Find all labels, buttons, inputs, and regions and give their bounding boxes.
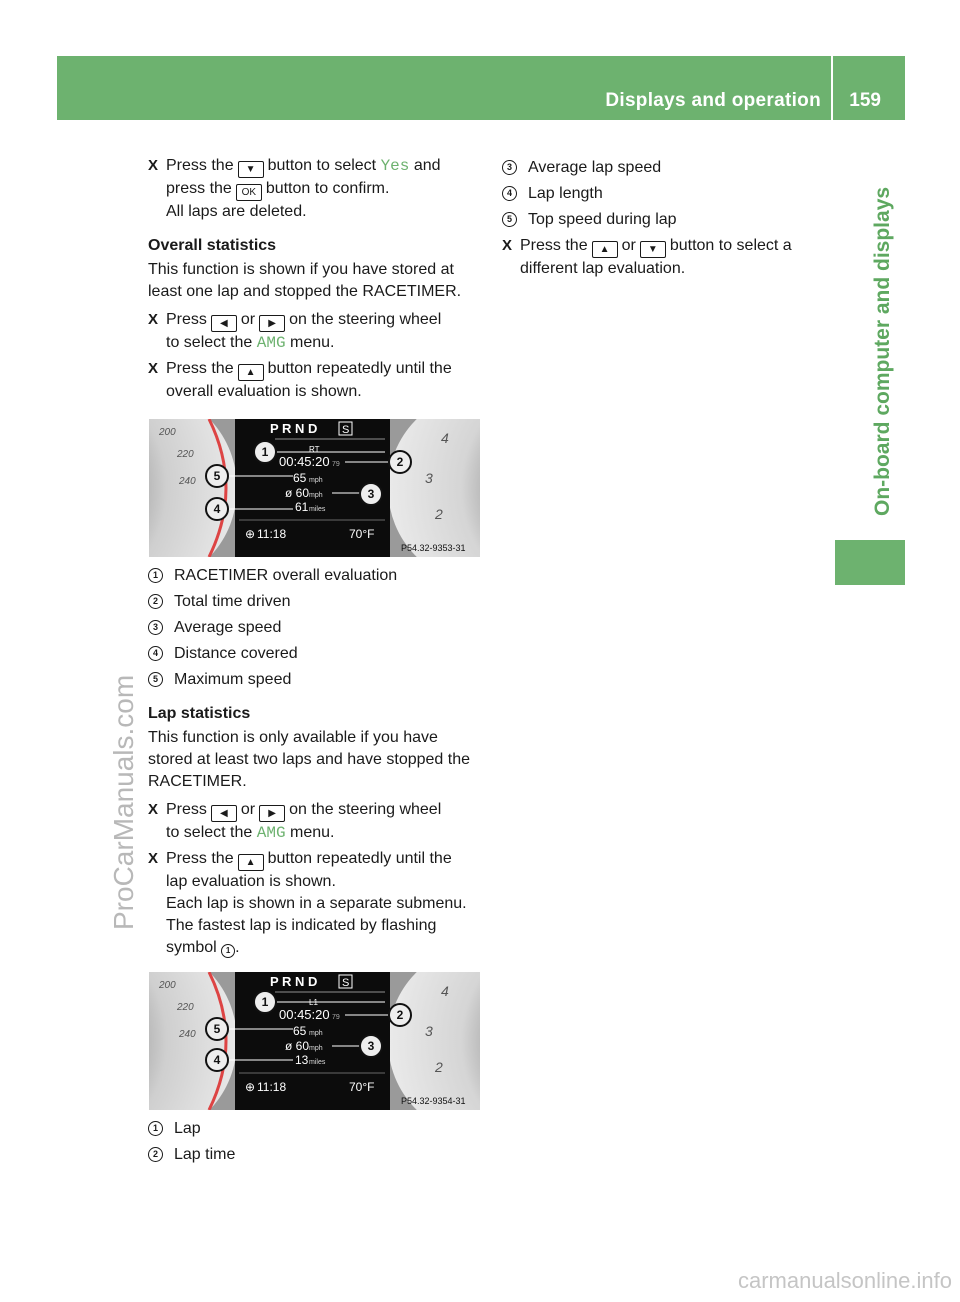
svg-text:4: 4 <box>441 983 449 999</box>
side-tab <box>835 120 905 540</box>
svg-text:4: 4 <box>441 430 449 446</box>
legend-item: 4 Lap length <box>502 183 832 205</box>
legend-item: 3 Average speed <box>148 617 483 639</box>
cluster-lap-image <box>149 972 480 1110</box>
svg-text:⊕: ⊕ <box>245 1080 256 1094</box>
svg-text:240: 240 <box>179 476 196 487</box>
svg-text:mph: mph <box>309 1045 323 1052</box>
page-number: 159 <box>849 90 881 111</box>
svg-text:4: 4 <box>213 502 221 516</box>
svg-text:2: 2 <box>396 1008 404 1022</box>
step-select-lap-evaluation: X Press the ▲ or ▼ button to select a different lap evaluation. <box>502 235 832 280</box>
svg-text:3: 3 <box>425 470 433 486</box>
menu-amg: AMG <box>256 334 286 352</box>
right-column <box>502 157 832 284</box>
legend-item: 3 Average lap speed <box>502 157 832 179</box>
svg-text:5: 5 <box>213 469 221 483</box>
display-label: L1 <box>309 998 318 1007</box>
svg-text:3: 3 <box>367 487 375 501</box>
svg-text:79: 79 <box>332 1014 340 1021</box>
svg-text:1: 1 <box>261 445 269 459</box>
step-lap-evaluation: X Press the ▲ button repeatedly until the lap evaluation is shown. Each lap is shown in a separate submenu. The fastest lap is indicated by flashing symbol 1 . <box>148 848 483 959</box>
svg-text:61: 61 <box>295 500 309 514</box>
svg-text:1: 1 <box>261 995 269 1009</box>
display-label: RT <box>309 445 320 454</box>
drive-mode: S <box>342 977 350 989</box>
right-key-icon: ▶ <box>259 805 285 822</box>
gear-indicator: P R N D <box>270 974 318 989</box>
right-key-icon: ▶ <box>259 315 285 332</box>
svg-text:2: 2 <box>435 506 443 522</box>
left-key-icon: ◀ <box>211 805 237 822</box>
watermark-bottom: carmanualsonline.info <box>737 1268 952 1293</box>
step-select-amg-menu-2: X Press ◀ or ▶ on the steering wheel to select the AMG menu. <box>148 799 483 844</box>
legend-item: 5 Maximum speed <box>148 669 483 691</box>
display-time: 00:45:20 <box>279 1007 330 1022</box>
svg-text:miles: miles <box>309 1059 326 1066</box>
heading-overall-statistics: Overall statistics <box>148 237 277 254</box>
step-delete-laps: X Press the ▼ button to select Yes and press the OK button to confirm. All laps are deleted. <box>148 155 483 223</box>
gear-indicator: P R N D <box>270 421 318 436</box>
svg-text:ø 60: ø 60 <box>285 486 310 500</box>
step-overall-evaluation: X Press the ▲ button repeatedly until the overall evaluation is shown. <box>148 358 483 403</box>
svg-text:mph: mph <box>309 492 323 499</box>
header-divider <box>831 56 833 120</box>
up-key-icon: ▲ <box>238 364 264 381</box>
image-code: P54.32-9354-31 <box>401 1096 466 1106</box>
left-key-icon: ◀ <box>211 315 237 332</box>
display-time: 00:45:20 <box>279 454 330 469</box>
side-tab-marker <box>835 540 905 585</box>
svg-text:4: 4 <box>213 1053 221 1067</box>
legend-item: 5 Top speed during lap <box>502 209 832 231</box>
header-bar <box>57 56 905 120</box>
cluster-overall-image <box>149 419 480 557</box>
step-select-amg-menu: X Press ◀ or ▶ on the steering wheel to select the AMG menu. <box>148 309 483 354</box>
side-tab-label: On-board computer and displays <box>871 186 894 516</box>
ok-key-icon: OK <box>236 184 262 201</box>
svg-text:13: 13 <box>295 1053 309 1067</box>
lap-legend <box>148 1118 483 1170</box>
svg-text:ø 60: ø 60 <box>285 1039 310 1053</box>
image-code: P54.32-9353-31 <box>401 543 466 553</box>
up-key-icon: ▲ <box>592 241 618 258</box>
svg-text:65: 65 <box>293 1024 307 1038</box>
drive-mode: S <box>342 424 350 436</box>
menu-yes: Yes <box>380 157 410 175</box>
svg-text:2: 2 <box>396 455 404 469</box>
watermark-left: ProCarManuals.com <box>108 674 139 930</box>
lap-description: This function is only available if you have stored at least two laps and have stopped the RACETIMER. <box>148 729 470 790</box>
svg-text:11:18: 11:18 <box>257 1080 287 1094</box>
up-key-icon: ▲ <box>238 854 264 871</box>
legend-item: 1 RACETIMER overall evaluation <box>148 565 483 587</box>
svg-text:200: 200 <box>159 427 176 438</box>
svg-text:65: 65 <box>293 471 307 485</box>
svg-text:3: 3 <box>367 1039 375 1053</box>
overall-description: This function is shown if you have stored at least one lap and stopped the RACETIMER. <box>148 261 462 300</box>
svg-text:3: 3 <box>425 1023 433 1039</box>
header-title: Displays and operation <box>605 90 821 111</box>
down-key-icon: ▼ <box>640 241 666 258</box>
heading-lap-statistics: Lap statistics <box>148 705 251 722</box>
menu-amg: AMG <box>256 824 286 842</box>
legend-item: 2 Lap time <box>148 1144 483 1166</box>
svg-text:5: 5 <box>213 1022 221 1036</box>
svg-text:mph: mph <box>309 1030 323 1037</box>
svg-text:2: 2 <box>435 1059 443 1075</box>
svg-text:200: 200 <box>159 980 176 991</box>
legend-item: 2 Total time driven <box>148 591 483 613</box>
svg-text:11:18: 11:18 <box>257 527 287 541</box>
svg-text:miles: miles <box>309 506 326 513</box>
svg-text:70°F: 70°F <box>349 1080 375 1094</box>
svg-text:220: 220 <box>177 1002 194 1013</box>
svg-text:⊕: ⊕ <box>245 527 256 541</box>
legend-item: 1 Lap <box>148 1118 483 1140</box>
svg-text:70°F: 70°F <box>349 527 375 541</box>
down-key-icon: ▼ <box>238 161 264 178</box>
svg-text:79: 79 <box>332 461 340 468</box>
legend-item: 4 Distance covered <box>148 643 483 665</box>
overall-legend <box>148 565 483 963</box>
svg-text:220: 220 <box>177 449 194 460</box>
svg-text:240: 240 <box>179 1029 196 1040</box>
left-column <box>148 155 483 407</box>
svg-text:mph: mph <box>309 477 323 484</box>
